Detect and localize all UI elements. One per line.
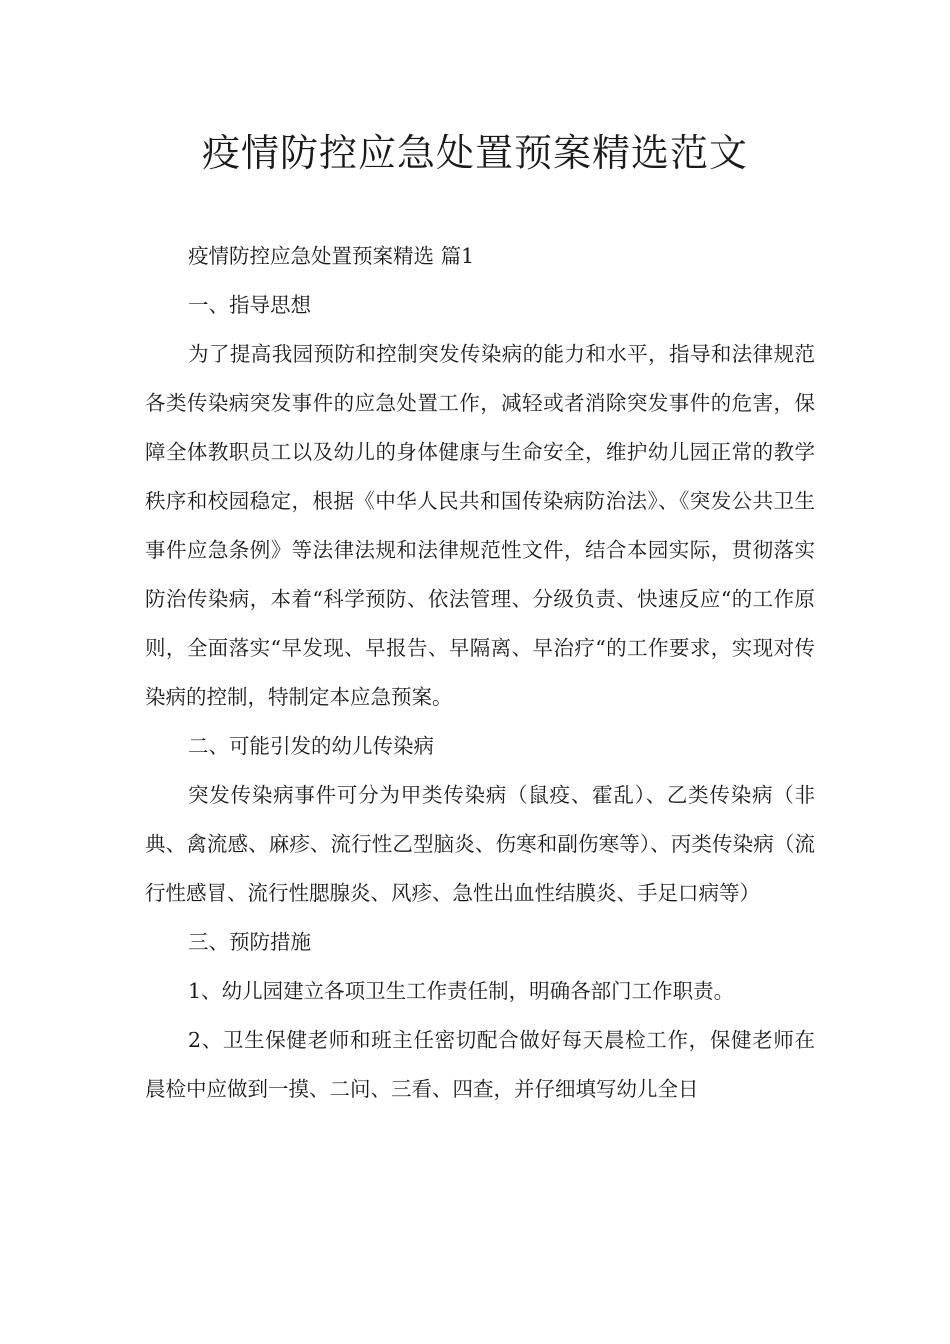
- paragraph-possible-diseases: 突发传染病事件可分为甲类传染病（鼠疫、霍乱）、乙类传染病（非典、禽流感、麻疹、流行性乙型脑炎、伤寒和副伤寒等）、丙类传染病（流行性感冒、流行性腮腺炎、风疹、急性出血性结膜炎、手足口病等）: [145, 783, 815, 905]
- section-heading-possible-diseases: 二、可能引发的幼儿传染病: [188, 734, 435, 758]
- section-heading-guiding-ideology: 一、指导思想: [188, 293, 312, 317]
- paragraph-prevention-1: 1、幼儿园建立各项卫生工作责任制，明确各部门工作职责。: [188, 979, 735, 1003]
- document-title: 疫情防控应急处置预案精选范文: [201, 131, 748, 175]
- paragraph-guiding-ideology: 为了提高我园预防和控制突发传染病的能力和水平，指导和法律规范各类传染病突发事件的应急处置工作，减轻或者消除突发事件的危害，保障全体教职员工以及幼儿的身体健康与生命安全，维护幼儿园正常的教学秩序和校园稳定，根据《中华人民共和国传染病防治法》、《突发公共卫生事件应急条例》等法律法规和法律规范性文件，结合本园实际，贯彻落实防治传染病，本着“科学预防、依法管理、分级负责、快速反应“的工作原则，全面落实“早发现、早报告、早隔离、早治疗“的工作要求，实现对传染病的控制，特制定本应急预案。: [145, 342, 815, 709]
- document-body: [145, 232, 815, 1114]
- section-heading-prevention: 三、预防措施: [188, 930, 312, 954]
- section-heading-part1: 疫情防控应急处置预案精选 篇1: [188, 244, 475, 268]
- paragraph-prevention-2: 2、卫生保健老师和班主任密切配合做好每天晨检工作，保健老师在晨检中应做到一摸、二问、三看、四查，并仔细填写幼儿全日: [145, 1028, 815, 1101]
